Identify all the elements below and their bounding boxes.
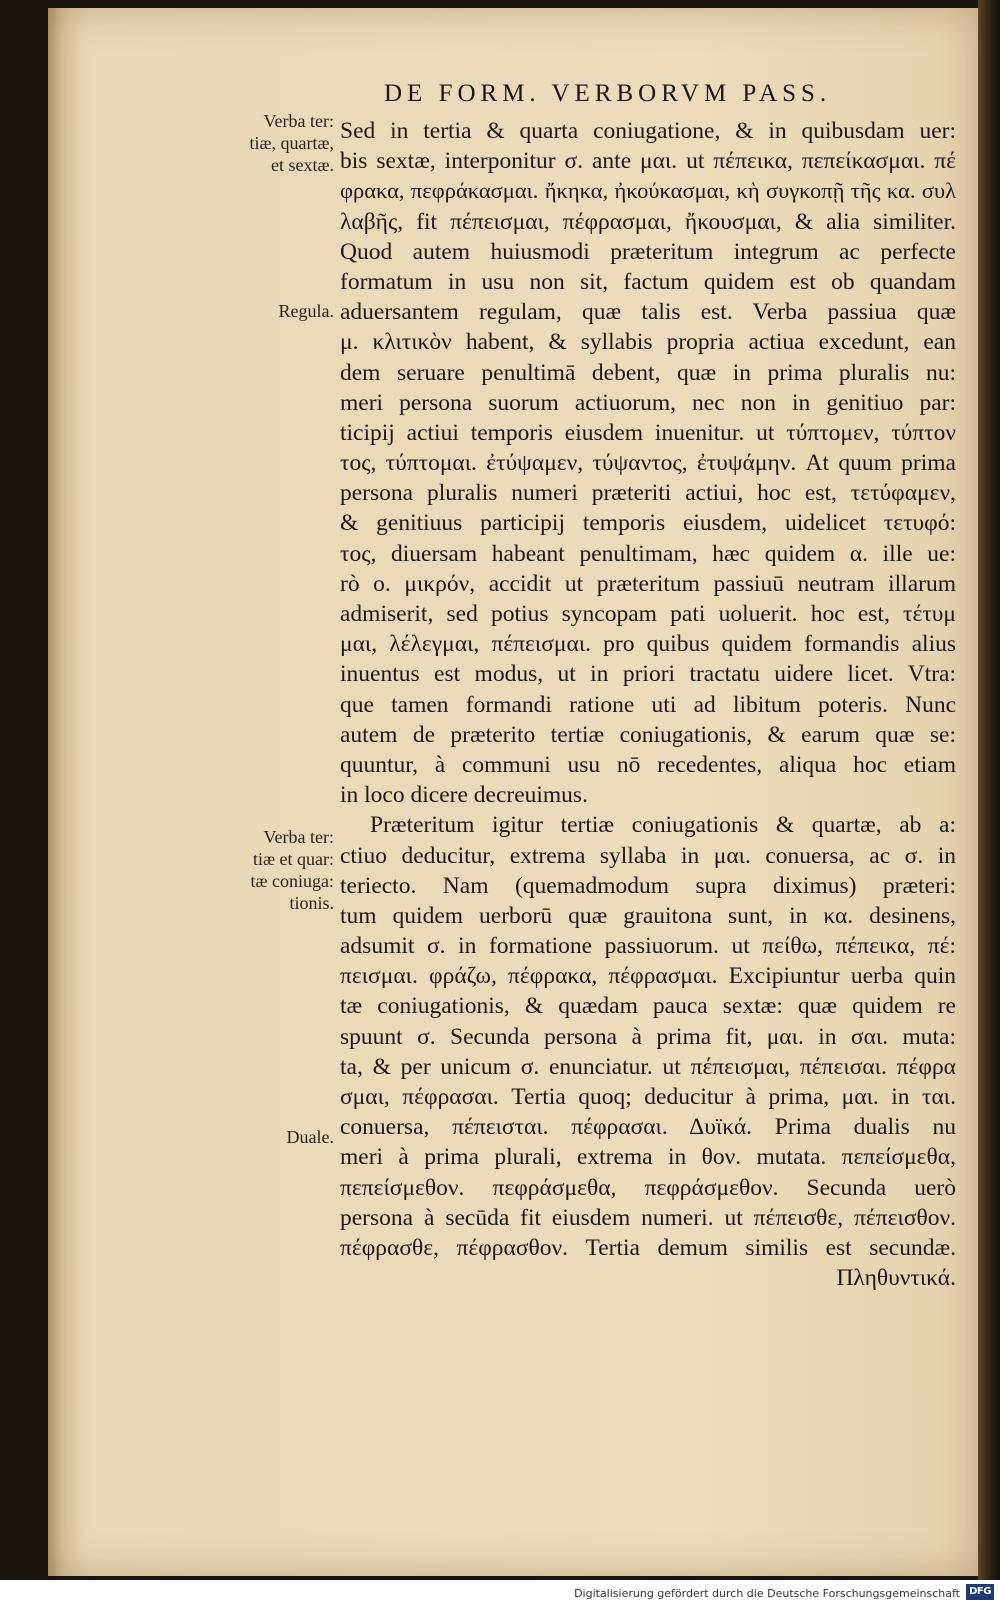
text-line: Sed in tertia & quarta coniugatione, & in quibusdam uer: [340,118,956,144]
text-line: teriecto. Nam (quemadmodum supra diximus) præteri: [340,872,956,899]
text-line: φρακα, πεφράκασμαι. ἤκηκα, ἠκούκασμαι, κὴ συγκοπῇ τῆς κα. συλ [340,178,956,204]
text-line: spuunt σ. Secunda persona à prima fit, μαι. in σαι. muta: [340,1023,956,1050]
footer-bar [0,1580,1000,1607]
catchword: Πληθυντικά. [836,1265,956,1292]
dfg-logo: DFG [966,1584,994,1600]
text-line: bis sextæ, interponitur σ. ante μαι. ut πέπεικα, πεπείκασμαι. πέ [340,148,956,175]
margin-note: Regula. [278,301,334,321]
text-line: formatum in usu non sit, factum quidem est ob quandam [340,268,956,295]
text-line: τος, diuersam habeant penultimam, hæc quidem α. ille ue: [340,540,956,567]
text-line: tum quidem uerborū quæ grauitona sunt, in κα. desinens, [340,902,956,929]
text-line: in loco dicere decreuimus. [340,782,588,809]
text-line: σμαι, πέφρασαι. Tertia quoq; deducitur à prima, μαι. in ται. [340,1084,956,1110]
text-line: μ. κλιτικὸν habent, & syllabis propria actiua excedunt, ean [340,329,956,356]
text-line: ta, & per unicum σ. enunciatur. ut πέπεισμαι, πέπεισαι. πέφρα [340,1053,956,1080]
margin-note: Verba ter: tiæ et quar: tæ coniuga: tionis. [250,827,334,913]
text-line: λαβῆς, fit πέπεισμαι, πέφρασμαι, ἤκουσμαι, & alia similiter. [340,208,956,235]
text-line: meri à prima plurali, extrema in θον. mutata. πεπείσμεθα, [340,1144,956,1171]
text-line: inuentus est modus, ut in priori tractatu uidere licet. Vtra: [340,661,956,688]
body-text [340,116,956,1293]
text-line: Præteritum igitur tertiæ coniugationis & quartæ, ab a: [370,812,956,839]
text-line: persona pluralis numeri præteriti actiui, hoc est, τετύφαμεν, [340,480,956,507]
text-line: & genitiuus participij temporis eiusdem, uidelicet τετυφό: [340,510,956,537]
text-line: πεισμαι. φράζω, πέφρακα, πέφρασμαι. Excipiuntur uerba quin [340,963,956,990]
book-page [48,8,978,1576]
text-line: que tamen formandi ratione uti ad libitum poteris. Nunc [340,691,956,718]
margin-note: Duale. [286,1127,334,1147]
text-line: ctiuo deducitur, extrema syllaba in μαι. conuersa, ac σ. in [340,842,956,869]
text-line: ticipij actiui temporis eiusdem inuenitur. ut τύπτομεν, τύπτον [340,419,956,446]
text-line: tæ coniugationis, & quædam pauca sextæ: quæ quidem re [340,993,956,1020]
text-line: admiserit, sed potius syncopam pati uoluerit. hoc est, τέτυμ [340,601,956,627]
text-line: πεπείσμεθον. πεφράσμεθα, πεφράσμεθον. Secunda uerò [340,1174,956,1201]
text-line: autem de præterito tertiæ coniugationis, & earum quæ se: [340,721,956,748]
text-line: conuersa, πέπεισται. πέφρασαι. Δυϊκά. Prima dualis nu [340,1114,956,1141]
text-line: rò ο. μικρόν, accidit ut præteritum passiuū neutram illarum [340,570,956,597]
running-head: DE FORM. VERBORVM PASS. [384,80,832,107]
margin-note: Verba ter: tiæ, quartæ, et sextæ. [249,111,334,175]
text-line: Quod autem huiusmodi præteritum integrum ac perfecte [340,238,956,265]
text-line: quuntur, à communi usu nō recedentes, aliqua hoc etiam [340,751,956,778]
text-line: τος, τύπτομαι. ἐτύψαμεν, τύψαντος, ἐτυψάμην. At quum prima [340,450,956,477]
text-line: aduersantem regulam, quæ talis est. Verba passiua quæ [340,299,956,326]
funding-notice: Digitalisierung gefördert durch die Deutsche Forschungsgemeinschaft [574,1587,960,1600]
text-line: dem seruare penultimā debent, quæ in prima pluralis nu: [340,359,956,386]
text-line: μαι, λέλεγμαι, πέπεισμαι. pro quibus quidem formandis alius [340,631,956,658]
text-line: meri persona suorum actiuorum, nec non in genitiuo par: [340,389,956,416]
page-edge [978,0,1000,1580]
text-line: adsumit σ. in formatione passiuorum. ut πείθω, πέπεικα, πέ: [340,933,956,960]
text-line: persona à secūda fit eiusdem numeri. ut πέπεισθε, πέπεισθον. [340,1204,956,1231]
text-line: πέφρασθε, πέφρασθον. Tertia demum similis est secundæ. [340,1234,956,1261]
